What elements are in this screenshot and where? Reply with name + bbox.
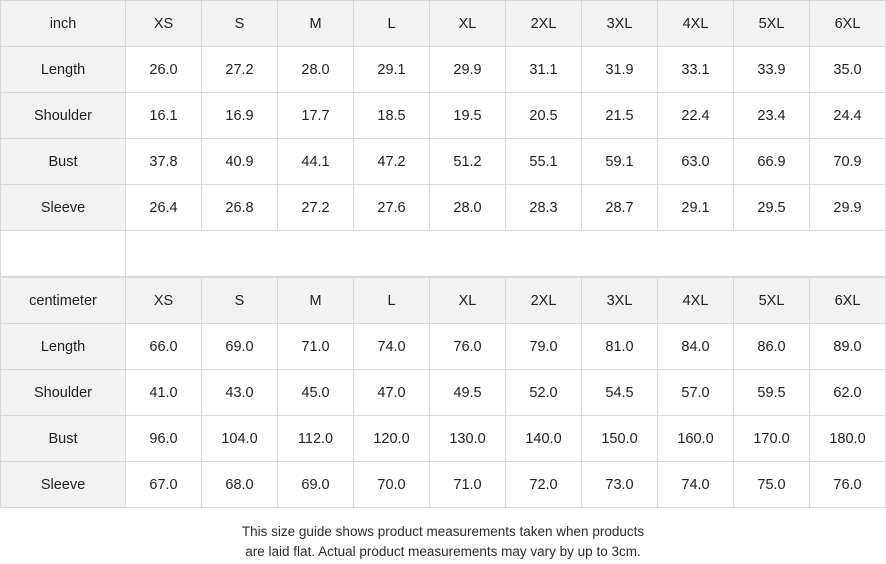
table-row [1, 462, 886, 508]
cell: 71.0 [430, 462, 506, 508]
cell: 104.0 [202, 416, 278, 462]
cell: 41.0 [126, 370, 202, 416]
cell: 40.9 [202, 139, 278, 185]
table-header-row [1, 278, 886, 324]
cell: 26.8 [202, 185, 278, 231]
row-header-sleeve: Sleeve [1, 462, 126, 508]
size-table-centimeter [0, 277, 886, 508]
cell: 55.1 [506, 139, 582, 185]
cell: 16.1 [126, 93, 202, 139]
cell: 74.0 [658, 462, 734, 508]
cell: 27.2 [202, 47, 278, 93]
row-header-bust: Bust [1, 416, 126, 462]
column-header-4xl: 4XL [658, 278, 734, 324]
cell: 59.5 [734, 370, 810, 416]
cell: 75.0 [734, 462, 810, 508]
cell: 140.0 [506, 416, 582, 462]
column-header-6xl: 6XL [810, 278, 886, 324]
cell: 112.0 [278, 416, 354, 462]
row-header-shoulder: Shoulder [1, 93, 126, 139]
cell: 69.0 [202, 324, 278, 370]
column-header-3xl: 3XL [582, 1, 658, 47]
cell: 16.9 [202, 93, 278, 139]
spacer-cell [1, 231, 126, 277]
cell: 70.0 [354, 462, 430, 508]
cell: 17.7 [278, 93, 354, 139]
table-row [1, 416, 886, 462]
cell: 81.0 [582, 324, 658, 370]
cell: 26.0 [126, 47, 202, 93]
size-guide-note [0, 508, 886, 562]
cell: 33.9 [734, 47, 810, 93]
cell: 96.0 [126, 416, 202, 462]
cell: 28.0 [278, 47, 354, 93]
cell: 28.7 [582, 185, 658, 231]
cell: 28.3 [506, 185, 582, 231]
cell: 57.0 [658, 370, 734, 416]
column-header-s: S [202, 1, 278, 47]
column-header-xs: XS [126, 1, 202, 47]
cell: 27.2 [278, 185, 354, 231]
column-header-l: L [354, 278, 430, 324]
size-table-inch [0, 0, 886, 277]
cell: 21.5 [582, 93, 658, 139]
table-row [1, 185, 886, 231]
cell: 59.1 [582, 139, 658, 185]
row-header-shoulder: Shoulder [1, 370, 126, 416]
column-header-m: M [278, 278, 354, 324]
cell: 52.0 [506, 370, 582, 416]
row-header-length: Length [1, 47, 126, 93]
column-header-5xl: 5XL [734, 1, 810, 47]
cell: 29.9 [430, 47, 506, 93]
cell: 24.4 [810, 93, 886, 139]
cell: 23.4 [734, 93, 810, 139]
column-header-xl: XL [430, 278, 506, 324]
cell: 63.0 [658, 139, 734, 185]
cell: 69.0 [278, 462, 354, 508]
table-spacer-row [1, 231, 886, 277]
cell: 86.0 [734, 324, 810, 370]
cell: 29.5 [734, 185, 810, 231]
cell: 67.0 [126, 462, 202, 508]
cell: 71.0 [278, 324, 354, 370]
column-header-s: S [202, 278, 278, 324]
column-header-xs: XS [126, 278, 202, 324]
note-line-2: are laid flat. Actual product measurements may vary by up to 3cm. [245, 544, 641, 559]
column-header-l: L [354, 1, 430, 47]
cell: 26.4 [126, 185, 202, 231]
cell: 76.0 [430, 324, 506, 370]
cell: 19.5 [430, 93, 506, 139]
cell: 120.0 [354, 416, 430, 462]
cell: 54.5 [582, 370, 658, 416]
cell: 20.5 [506, 93, 582, 139]
cell: 76.0 [810, 462, 886, 508]
cell: 47.2 [354, 139, 430, 185]
cell: 29.1 [658, 185, 734, 231]
cell: 33.1 [658, 47, 734, 93]
cell: 45.0 [278, 370, 354, 416]
column-header-4xl: 4XL [658, 1, 734, 47]
table-row [1, 370, 886, 416]
column-header-2xl: 2XL [506, 278, 582, 324]
column-header-m: M [278, 1, 354, 47]
table-row [1, 139, 886, 185]
column-header-2xl: 2XL [506, 1, 582, 47]
note-line-1: This size guide shows product measurements taken when products [241, 524, 645, 539]
cell: 160.0 [658, 416, 734, 462]
cell: 44.1 [278, 139, 354, 185]
table-header-row [1, 1, 886, 47]
cell: 74.0 [354, 324, 430, 370]
table-row [1, 93, 886, 139]
cell: 66.9 [734, 139, 810, 185]
cell: 29.9 [810, 185, 886, 231]
row-header-length: Length [1, 324, 126, 370]
column-header-6xl: 6XL [810, 1, 886, 47]
cell: 37.8 [126, 139, 202, 185]
cell: 68.0 [202, 462, 278, 508]
cell: 31.9 [582, 47, 658, 93]
cell: 79.0 [506, 324, 582, 370]
cell: 72.0 [506, 462, 582, 508]
cell: 18.5 [354, 93, 430, 139]
cell: 28.0 [430, 185, 506, 231]
cell: 35.0 [810, 47, 886, 93]
spacer-cell [126, 231, 886, 277]
column-header-3xl: 3XL [582, 278, 658, 324]
cell: 29.1 [354, 47, 430, 93]
cell: 51.2 [430, 139, 506, 185]
row-header-bust: Bust [1, 139, 126, 185]
cell: 70.9 [810, 139, 886, 185]
column-header-5xl: 5XL [734, 278, 810, 324]
cell: 62.0 [810, 370, 886, 416]
cell: 73.0 [582, 462, 658, 508]
cell: 47.0 [354, 370, 430, 416]
cell: 89.0 [810, 324, 886, 370]
cell: 180.0 [810, 416, 886, 462]
cell: 49.5 [430, 370, 506, 416]
table-row [1, 47, 886, 93]
cell: 43.0 [202, 370, 278, 416]
table-row [1, 324, 886, 370]
cell: 150.0 [582, 416, 658, 462]
cell: 84.0 [658, 324, 734, 370]
unit-label-inch: inch [1, 1, 126, 47]
cell: 27.6 [354, 185, 430, 231]
cell: 170.0 [734, 416, 810, 462]
cell: 130.0 [430, 416, 506, 462]
cell: 31.1 [506, 47, 582, 93]
cell: 22.4 [658, 93, 734, 139]
unit-label-centimeter: centimeter [1, 278, 126, 324]
column-header-xl: XL [430, 1, 506, 47]
row-header-sleeve: Sleeve [1, 185, 126, 231]
cell: 66.0 [126, 324, 202, 370]
